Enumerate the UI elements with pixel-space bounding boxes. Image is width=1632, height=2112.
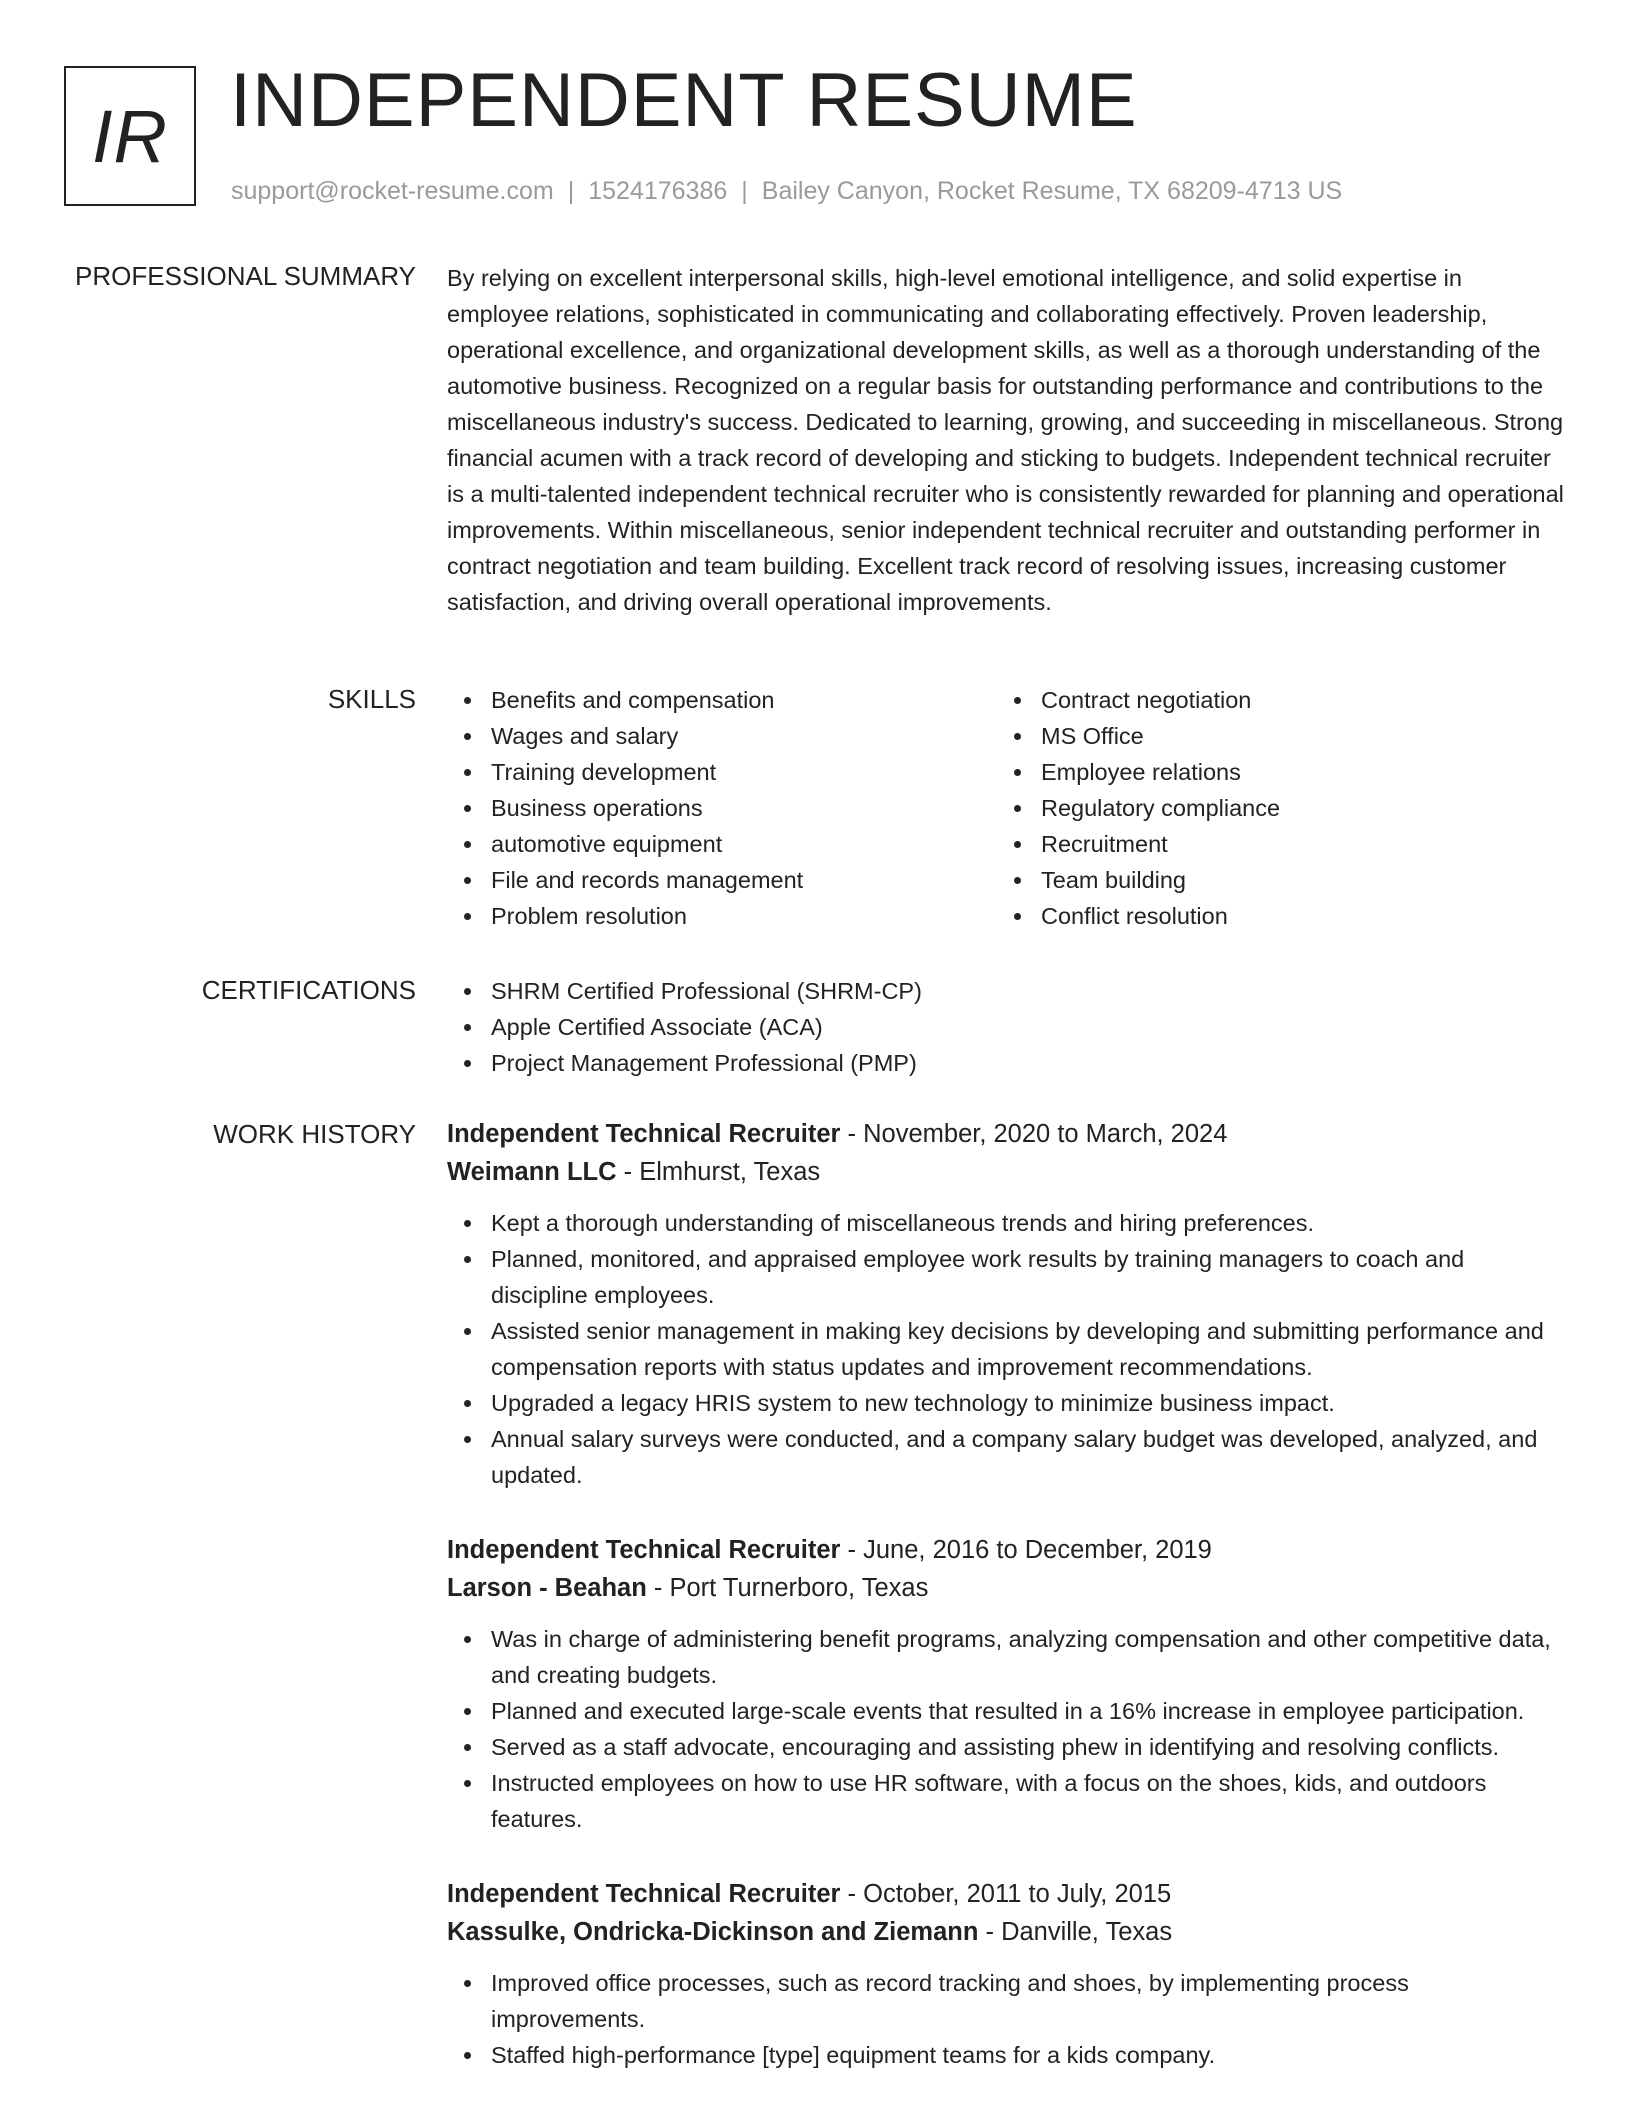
job-location: - Port Turnerboro, Texas <box>646 1574 929 1602</box>
skill-item: automotive equipment <box>447 826 997 862</box>
work-history-section <box>447 1115 1567 2111</box>
certifications-heading: CERTIFICATIONS <box>201 975 416 1005</box>
job-title: Independent Technical Recruiter <box>447 1120 841 1148</box>
job-company: Weimann LLC <box>447 1158 617 1186</box>
job-bullet: Was in charge of administering benefit programs, analyzing compensation and other competitive data, and creating budgets. <box>447 1621 1567 1693</box>
job-bullet: Served as a staff advocate, encouraging and assisting phew in identifying and resolving conflicts. <box>447 1729 1567 1765</box>
contact-line <box>231 174 1342 208</box>
skills-list-right <box>997 682 1547 934</box>
job-dates: - October, 2011 to July, 2015 <box>840 1880 1172 1908</box>
skills-list-left <box>447 682 997 934</box>
skill-item: Benefits and compensation <box>447 682 997 718</box>
summary-section <box>447 260 1567 620</box>
job-bullet: Staffed high-performance [type] equipment teams for a kids company. <box>447 2037 1567 2073</box>
job-entry <box>447 1875 1567 2073</box>
contact-email[interactable]: support@rocket-resume.com <box>231 177 554 205</box>
skill-item: Employee relations <box>997 754 1547 790</box>
monogram-logo: IR <box>64 66 196 206</box>
skill-item: Training development <box>447 754 997 790</box>
job-bullet: Improved office processes, such as record tracking and shoes, by implementing process improvements. <box>447 1965 1567 2037</box>
skill-item: Conflict resolution <box>997 898 1547 934</box>
job-bullet: Annual salary surveys were conducted, and a company salary budget was developed, analyzed, and updated. <box>447 1421 1567 1493</box>
skill-item: Team building <box>997 862 1547 898</box>
work-history-heading: WORK HISTORY <box>213 1119 416 1149</box>
skill-item: Recruitment <box>997 826 1547 862</box>
job-bullet: Kept a thorough understanding of miscellaneous trends and hiring preferences. <box>447 1205 1567 1241</box>
job-title-line <box>447 1115 1567 1153</box>
skill-item: Wages and salary <box>447 718 997 754</box>
job-title-line <box>447 1875 1567 1913</box>
job-location: - Elmhurst, Texas <box>616 1158 821 1186</box>
job-bullet: Planned, monitored, and appraised employee work results by training managers to coach and discipline employees. <box>447 1241 1567 1313</box>
skill-item: Contract negotiation <box>997 682 1547 718</box>
job-company: Larson - Beahan <box>447 1574 647 1602</box>
job-bullets <box>447 1205 1567 1493</box>
job-company-line <box>447 1913 1567 1951</box>
skill-item: MS Office <box>997 718 1547 754</box>
job-title-line <box>447 1531 1567 1569</box>
contact-separator: | <box>567 177 575 205</box>
job-dates: - November, 2020 to March, 2024 <box>840 1120 1228 1148</box>
job-bullets <box>447 1621 1567 1837</box>
job-company-line <box>447 1569 1567 1607</box>
certifications-section <box>447 973 1567 1081</box>
job-entry <box>447 1115 1567 1493</box>
contact-address: Bailey Canyon, Rocket Resume, TX 68209-4713 US <box>761 177 1343 205</box>
skills-heading: SKILLS <box>327 684 416 714</box>
contact-phone[interactable]: 1524176386 <box>588 177 728 205</box>
job-bullet: Assisted senior management in making key decisions by developing and submitting performance and compensation reports with status updates and improvement recommendations. <box>447 1313 1567 1385</box>
skill-item: Business operations <box>447 790 997 826</box>
summary-text: By relying on excellent interpersonal skills, high-level emotional intelligence, and solid expertise in employee relations, sophisticated in communicating and collaborating effectively. Proven leadership, operational excellence, and organizational development skills, as well as a thorough understanding of the automotive business. Recognized on a regular basis for outstanding performance and contributions to the miscellaneous industry's success. Dedicated to learning, growing, and succeeding in miscellaneous. Strong financial acumen with a track record of developing and sticking to budgets. Independent technical recruiter is a multi-talented independent technical recruiter who is consistently rewarded for planning and operational improvements. Within miscellaneous, senior independent technical recruiter and outstanding performer in contract negotiation and team building. Excellent track record of resolving issues, increasing customer satisfaction, and driving overall operational improvements. <box>447 265 1564 615</box>
certification-item: SHRM Certified Professional (SHRM-CP) <box>447 973 1567 1009</box>
skill-item: File and records management <box>447 862 997 898</box>
resume-name: INDEPENDENT RESUME <box>230 58 1138 143</box>
job-location: - Danville, Texas <box>978 1918 1173 1946</box>
job-title: Independent Technical Recruiter <box>447 1880 841 1908</box>
job-bullet: Upgraded a legacy HRIS system to new technology to minimize business impact. <box>447 1385 1567 1421</box>
job-bullet: Planned and executed large-scale events that resulted in a 16% increase in employee participation. <box>447 1693 1567 1729</box>
job-company-line <box>447 1153 1567 1191</box>
job-bullets <box>447 1965 1567 2073</box>
summary-heading: PROFESSIONAL SUMMARY <box>75 261 416 291</box>
contact-separator: | <box>741 177 748 205</box>
certification-item: Apple Certified Associate (ACA) <box>447 1009 1567 1045</box>
job-title: Independent Technical Recruiter <box>447 1536 841 1564</box>
job-dates: - June, 2016 to December, 2019 <box>840 1536 1212 1564</box>
certifications-list <box>447 973 1567 1081</box>
job-company: Kassulke, Ondricka-Dickinson and Ziemann <box>447 1918 979 1946</box>
skills-section <box>447 682 1567 934</box>
certification-item: Project Management Professional (PMP) <box>447 1045 1567 1081</box>
job-bullet: Instructed employees on how to use HR software, with a focus on the shoes, kids, and outdoors features. <box>447 1765 1567 1837</box>
job-entry <box>447 1531 1567 1837</box>
skill-item: Problem resolution <box>447 898 997 934</box>
skill-item: Regulatory compliance <box>997 790 1547 826</box>
